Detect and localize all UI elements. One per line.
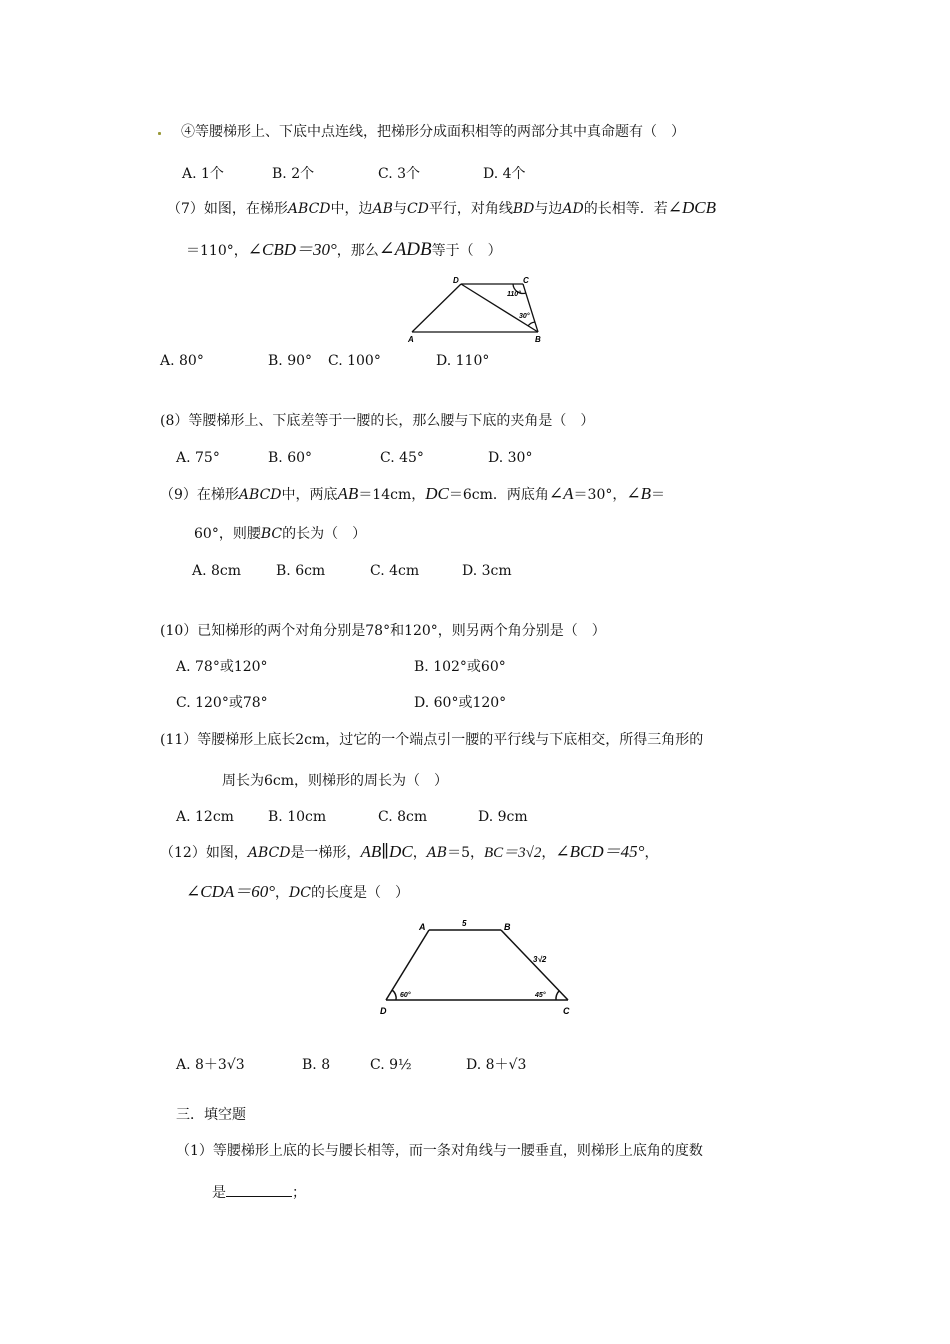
q12-label-a: A bbox=[419, 922, 426, 932]
option-c: C. 9½ bbox=[370, 1057, 412, 1073]
q12-label-c: C bbox=[563, 1006, 570, 1016]
option-c: C. 8cm bbox=[378, 809, 428, 825]
option-d: D. 4个 bbox=[483, 166, 526, 182]
q12-side-bc bbox=[501, 930, 568, 1000]
q7-side-ad bbox=[412, 284, 461, 332]
option-d: D. 8＋√3 bbox=[466, 1057, 527, 1073]
q7-label-d: D bbox=[453, 276, 459, 285]
q9-stem-line1: （9）在梯形ABCD中，两底AB＝14cm，DC＝6cm．两底角∠A＝30°，∠B＝ bbox=[160, 484, 666, 503]
option-b: B. 60° bbox=[268, 450, 313, 466]
option-a: A. 80° bbox=[160, 353, 204, 369]
q12-angle-c: 45° bbox=[535, 992, 546, 999]
option-b: B. 2个 bbox=[272, 166, 315, 182]
stray-mark bbox=[158, 132, 161, 135]
q12-stem-line1: （12）如图，ABCD是一梯形，AB∥DC，AB＝5，BC＝3√2，∠BCD＝45°， bbox=[160, 842, 659, 861]
q12-angle-arc-c bbox=[556, 991, 559, 1000]
option-d: D. 60°或120° bbox=[414, 695, 507, 711]
option-b: B. 102°或60° bbox=[414, 659, 506, 675]
q7-trapezoid-figure bbox=[400, 272, 550, 348]
q7-angle-c: 110° bbox=[507, 291, 521, 298]
option-a: A. 75° bbox=[176, 450, 220, 466]
fill-q1-line2: 是 ； bbox=[212, 1182, 306, 1203]
option-a: A. 78°或120° bbox=[176, 659, 268, 675]
q10-stem: (10）已知梯形的两个对角分别是78°和120°，则另两个角分别是（ ） bbox=[160, 623, 606, 639]
option-a: A. 12cm bbox=[176, 809, 234, 825]
q12-trapezoid-figure bbox=[376, 916, 582, 1022]
q12-label-b: B bbox=[504, 922, 511, 932]
q7-label-a: A bbox=[408, 335, 414, 344]
q12-stem-line2: ∠CDA＝60°，DC的长度是（ ） bbox=[186, 882, 409, 901]
option-a: A. 1个 bbox=[182, 166, 224, 182]
q9-stem-line2: 60°，则腰BC的长为（ ） bbox=[194, 526, 367, 542]
q7-diagonal-bd bbox=[461, 284, 538, 332]
q7-stem-line2: ＝110°，∠CBD＝30°，那么∠ADB等于（ ） bbox=[186, 239, 502, 260]
option-a: A. 8＋3√3 bbox=[176, 1057, 245, 1073]
option-a: A. 8cm bbox=[192, 563, 242, 579]
option-c: C. 120°或78° bbox=[176, 695, 268, 711]
option-c: C. 100° bbox=[328, 353, 381, 369]
statement-4: ④等腰梯形上、下底中点连线，把梯形分成面积相等的两部分其中真命题有（ ） bbox=[181, 124, 685, 140]
option-c: C. 45° bbox=[380, 450, 424, 466]
option-b: B. 8 bbox=[302, 1057, 331, 1073]
q12-label-d: D bbox=[380, 1006, 387, 1016]
q12-ab-length: 5 bbox=[462, 919, 467, 928]
q11-stem-line1: (11）等腰梯形上底长2cm，过它的一个端点引一腰的平行线与下底相交，所得三角形的 bbox=[160, 732, 704, 748]
option-d: D. 9cm bbox=[478, 809, 528, 825]
q11-stem-line2: 周长为6cm，则梯形的周长为（ ） bbox=[222, 773, 449, 789]
section-3-title: 三．填空题 bbox=[176, 1107, 246, 1123]
q7-stem-line1: （7）如图，在梯形ABCD中，边AB与CD平行，对角线BD与边AD的长相等．若∠DCB bbox=[167, 198, 716, 217]
q12-angle-arc-d bbox=[392, 990, 396, 1000]
option-d: D. 110° bbox=[436, 353, 490, 369]
q7-angle-b: 30° bbox=[519, 313, 530, 320]
q8-stem: (8）等腰梯形上、下底差等于一腰的长，那么腰与下底的夹角是（ ） bbox=[160, 413, 595, 429]
option-d: D. 3cm bbox=[462, 563, 512, 579]
option-c: C. 3个 bbox=[378, 166, 421, 182]
option-d: D. 30° bbox=[488, 450, 533, 466]
q7-angle-arc-b bbox=[528, 322, 535, 326]
option-b: B. 90° bbox=[268, 353, 313, 369]
q7-label-c: C bbox=[523, 276, 529, 285]
q12-bc-length: 3√2 bbox=[533, 955, 547, 964]
option-c: C. 4cm bbox=[370, 563, 420, 579]
answer-blank[interactable] bbox=[226, 1182, 292, 1197]
option-b: B. 6cm bbox=[276, 563, 326, 579]
q12-angle-d: 60° bbox=[400, 992, 411, 999]
fill-q1-line1: （1）等腰梯形上底的长与腰长相等，而一条对角线与一腰垂直，则梯形上底角的度数 bbox=[176, 1143, 703, 1159]
q7-label-b: B bbox=[535, 335, 541, 344]
option-b: B. 10cm bbox=[268, 809, 327, 825]
